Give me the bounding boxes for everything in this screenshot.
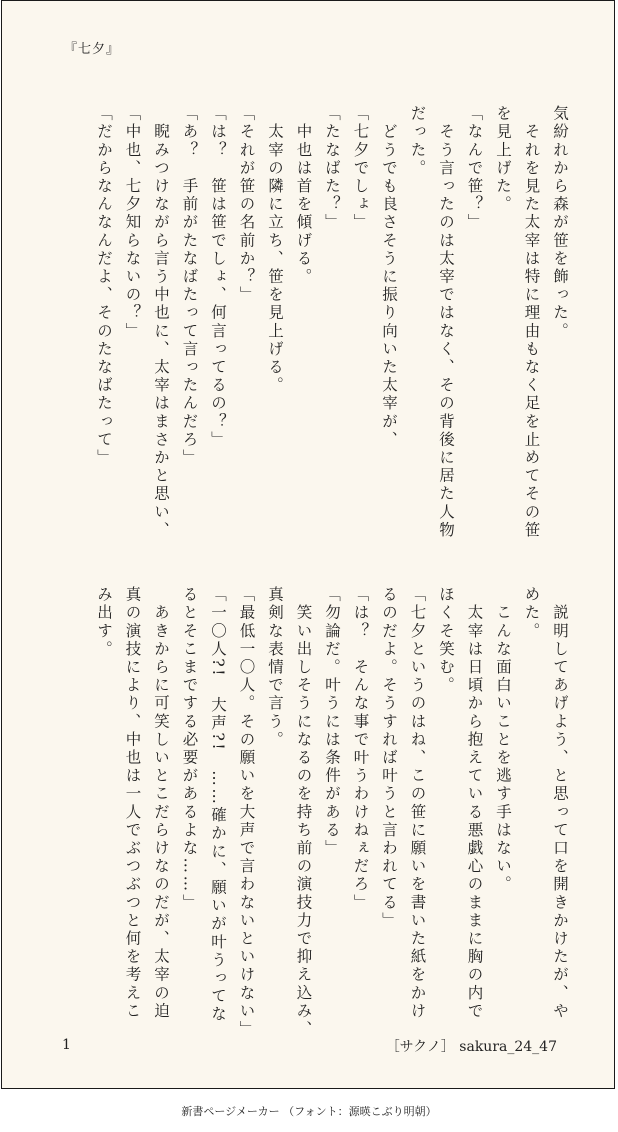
text-line: 「なんで笹？」 [465,105,484,232]
text-line: 太宰は日頃から抱えている悪戯心のままに胸の内で [465,586,484,1021]
text-line: それを見た太宰は特に理由もなく足を止めてその笹 [522,105,541,540]
text-line: 「あ？ 手前がたなばたって言ったんだろ」 [180,105,199,467]
text-line: 「勿論だ。叶うには条件がある」 [323,586,341,858]
book-page [1,0,615,1089]
text-line: 「一〇人?! 大声?! ……確かに、願いが叶うってな [209,586,227,1024]
text-line: 説明してあげよう、と思って口を開きかけたが、や [551,586,569,1021]
footer-credit: 新書ページメーカー （フォント：源暎こぶり明朝） [181,1105,437,1118]
text-line: み出す。 [95,586,113,659]
text-line: 「七夕でしょ」 [351,105,370,232]
text-line: るとそこまでする必要があるよな……」 [180,586,199,912]
text-line: 真剣な表情で言う。 [266,586,284,749]
text-line: 「それが笹の名前か？」 [237,105,256,305]
text-line: 太宰の隣に立ち、笹を見上げる。 [266,105,284,395]
page-number: 1 [62,1037,71,1053]
text-line: 真の演技により、中也は一人でぶつぶつと何を考えこ [123,586,142,1021]
author-credit: ［サクノ］ sakura_24_47 [385,1039,557,1055]
text-line: 「七夕というのはね、この笹に願いを書いた紙をかけ [408,586,427,1021]
text-line: るのだよ。そうすれば叶うと言われてる」 [380,586,398,930]
text-line: ほくそ笑む。 [437,586,455,695]
text-line: 「中也、七夕知らないの？」 [123,105,142,341]
text-block-upper [90,105,575,545]
text-line: 中也は首を傾げる。 [294,105,313,286]
text-line: 「最低一〇人。その願いを大声で言わないといけない」 [237,586,256,1039]
text-line: だった。 [408,105,427,178]
text-line: 「たなばた？」 [323,105,341,232]
text-line: を見上げた。 [494,105,512,214]
text-line: 笑い出しそうになるのを持ち前の演技力で抑え込み、 [294,586,313,1039]
text-line: 「だからなんなんだよ、そのたなばたって」 [95,105,113,467]
text-line: あきからに可笑しいとこだらけなのだが、太宰の迫 [152,586,170,1021]
text-line: そう言ったのは太宰ではなく、その背後に居た人物 [437,105,455,540]
text-line: 「は？ 笹は笹でしょ、何言ってるの？」 [209,105,227,449]
text-block-lower [90,586,575,1039]
text-line: 「は？ そんな事で叶うわけねぇだろ」 [351,586,370,912]
text-line: どうでも良さそうに振り向いた太宰が、 [380,105,398,449]
text-line: めた。 [522,586,541,641]
page-title: 『七夕』 [64,42,121,57]
text-line: 気紛れから森が笹を飾った。 [551,105,569,341]
text-line: 睨みつけながら言う中也に、太宰はまさかと思い、 [152,105,170,540]
text-line: こんな面白いことを逃す手はない。 [494,586,512,894]
